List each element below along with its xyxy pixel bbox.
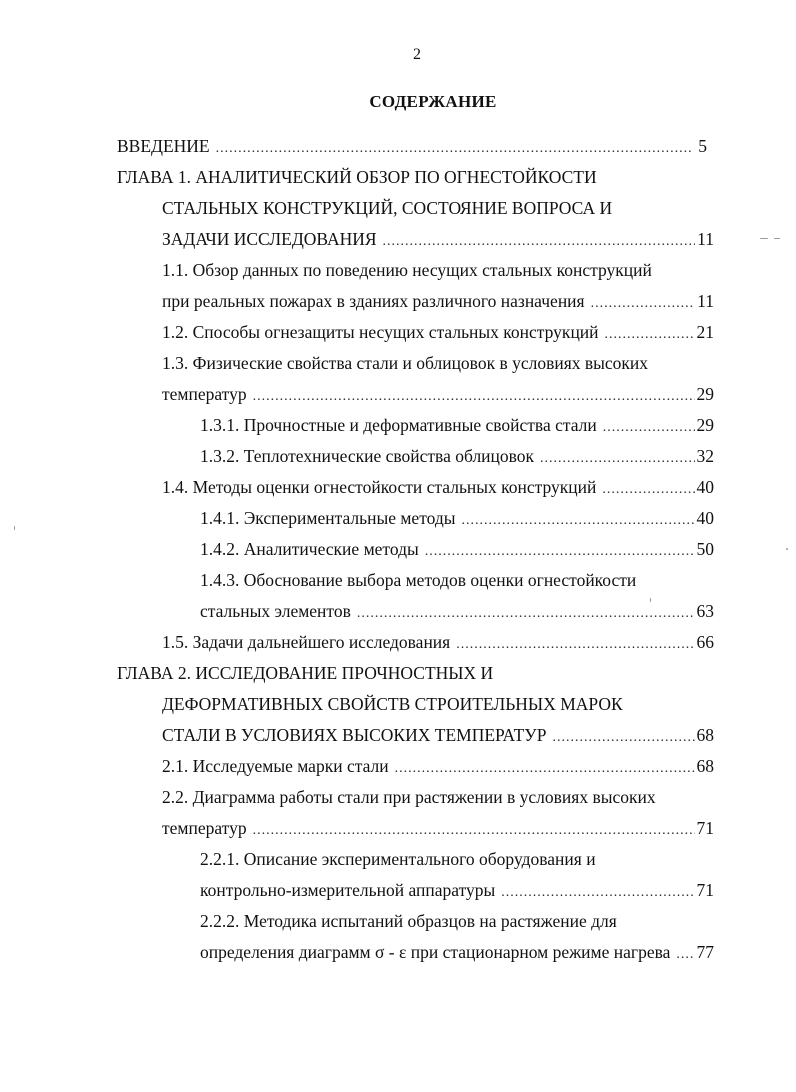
toc-leader-dots xyxy=(605,322,695,348)
toc-entry-page: 50 xyxy=(696,539,714,559)
toc-leader-dots xyxy=(357,601,695,627)
toc-entry-text: температур xyxy=(162,818,247,838)
toc-entry-chapter-1 xyxy=(0,164,796,195)
toc-entry-chapter-1-cont xyxy=(0,195,796,226)
toc-entry-1-4-3 xyxy=(0,567,796,598)
toc-entry-page: 29 xyxy=(696,384,714,404)
toc-entry-1-3 xyxy=(0,350,796,381)
toc-entry-1-4 xyxy=(0,474,796,505)
toc-entry-page: 66 xyxy=(696,632,714,652)
toc-entry-chapter-2-cont xyxy=(0,691,796,722)
page-number: 2 xyxy=(413,46,421,63)
toc-entry-1-1-end xyxy=(0,288,796,319)
toc-leader-dots xyxy=(216,136,691,162)
toc-leader-dots xyxy=(253,384,695,410)
table-of-contents xyxy=(0,133,796,970)
scan-speck xyxy=(786,548,788,550)
toc-entry-text: определения диаграмм σ - ε при стационарном режиме нагрева xyxy=(200,942,671,962)
toc-entry-2-2-2-end xyxy=(0,939,796,970)
toc-entry-1-3-end xyxy=(0,381,796,412)
toc-entry-page: 71 xyxy=(696,880,714,900)
toc-entry-text: 1.5. Задачи дальнейшего исследования xyxy=(162,632,451,652)
toc-entry-2-2-2 xyxy=(0,908,796,939)
toc-entry-chapter-1-end xyxy=(0,226,796,257)
toc-entry-page: 71 xyxy=(696,818,714,838)
toc-entry-page: 5 xyxy=(698,136,707,156)
scan-speck xyxy=(650,598,651,602)
toc-entry-text: 1.4.1. Экспериментальные методы xyxy=(200,508,456,528)
toc-entry-text: ГЛАВА 2. ИССЛЕДОВАНИЕ ПРОЧНОСТНЫХ И xyxy=(117,663,494,683)
toc-entry-1-4-1 xyxy=(0,505,796,536)
toc-entry-page: 11 xyxy=(697,229,714,249)
toc-entry-1-1 xyxy=(0,257,796,288)
toc-entry-text: 1.3.2. Теплотехнические свойства облицовок xyxy=(200,446,535,466)
toc-entry-page: 40 xyxy=(696,477,714,497)
toc-entry-page: 77 xyxy=(696,942,714,962)
toc-leader-dots xyxy=(676,942,694,968)
toc-leader-dots xyxy=(383,229,696,255)
toc-leader-dots xyxy=(253,818,695,844)
toc-entry-1-3-2 xyxy=(0,443,796,474)
toc-entry-page: 29 xyxy=(696,415,714,435)
toc-entry-page: 68 xyxy=(696,756,714,776)
toc-entry-chapter-2-end xyxy=(0,722,796,753)
toc-leader-dots xyxy=(456,632,694,658)
toc-entry-text: температур xyxy=(162,384,247,404)
scan-speck xyxy=(774,238,780,239)
toc-entry-text: 1.4. Методы оценки огнестойкости стальных конструкций xyxy=(162,477,597,497)
toc-entry-text: 1.3.1. Прочностные и деформативные свойства стали xyxy=(200,415,597,435)
toc-leader-dots xyxy=(552,725,694,751)
toc-entry-introduction xyxy=(0,133,796,164)
toc-entry-text: 2.2.2. Методика испытаний образцов на растяжение для xyxy=(200,911,617,931)
toc-entry-text: ГЛАВА 1. АНАЛИТИЧЕСКИЙ ОБЗОР ПО ОГНЕСТОЙКОСТИ xyxy=(117,167,597,187)
toc-entry-page: 40 xyxy=(696,508,714,528)
toc-entry-text: при реальных пожарах в зданиях различного назначения xyxy=(162,291,585,311)
toc-entry-2-1 xyxy=(0,753,796,784)
toc-entry-text: стальных элементов xyxy=(200,601,351,621)
toc-entry-text: 2.2. Диаграмма работы стали при растяжении в условиях высоких xyxy=(162,787,656,807)
toc-entry-2-2-1-end xyxy=(0,877,796,908)
toc-entry-text: 2.1. Исследуемые марки стали xyxy=(162,756,389,776)
toc-entry-1-5 xyxy=(0,629,796,660)
toc-entry-page: 32 xyxy=(696,446,714,466)
toc-title: СОДЕРЖАНИЕ xyxy=(369,92,497,111)
toc-entry-text: 1.2. Способы огнезащиты несущих стальных конструкций xyxy=(162,322,599,342)
toc-entry-1-4-3-end xyxy=(0,598,796,629)
toc-entry-1-2 xyxy=(0,319,796,350)
toc-entry-page: 21 xyxy=(696,322,714,342)
toc-entry-text: ДЕФОРМАТИВНЫХ СВОЙСТВ СТРОИТЕЛЬНЫХ МАРОК xyxy=(162,694,623,714)
toc-entry-text: СТАЛЬНЫХ КОНСТРУКЦИЙ, СОСТОЯНИЕ ВОПРОСА И xyxy=(162,198,613,218)
toc-leader-dots xyxy=(501,880,694,906)
toc-entry-text: ЗАДАЧИ ИССЛЕДОВАНИЯ xyxy=(162,229,377,249)
toc-leader-dots xyxy=(395,756,695,782)
toc-leader-dots xyxy=(591,291,696,317)
toc-entry-text: ВВЕДЕНИЕ xyxy=(117,136,210,156)
toc-entry-text: 1.1. Обзор данных по поведению несущих стальных конструкций xyxy=(162,260,652,280)
scan-speck xyxy=(760,238,768,239)
toc-entry-page: 63 xyxy=(696,601,714,621)
toc-entry-1-4-2 xyxy=(0,536,796,567)
toc-leader-dots xyxy=(602,477,694,503)
toc-leader-dots xyxy=(462,508,695,534)
toc-entry-2-2 xyxy=(0,784,796,815)
toc-entry-text: контрольно-измерительной аппаратуры xyxy=(200,880,496,900)
toc-entry-chapter-2 xyxy=(0,660,796,691)
toc-leader-dots xyxy=(425,539,695,565)
toc-entry-text: 1.4.2. Аналитические методы xyxy=(200,539,419,559)
toc-entry-text: 2.2.1. Описание экспериментального оборудования и xyxy=(200,849,596,869)
toc-entry-text: 1.3. Физические свойства стали и облицовок в условиях высоких xyxy=(162,353,649,373)
toc-entry-page: 68 xyxy=(696,725,714,745)
toc-entry-2-2-1 xyxy=(0,846,796,877)
scan-speck xyxy=(14,526,15,530)
toc-leader-dots xyxy=(540,446,694,472)
toc-entry-1-3-1 xyxy=(0,412,796,443)
toc-entry-2-2-end xyxy=(0,815,796,846)
toc-entry-text: СТАЛИ В УСЛОВИЯХ ВЫСОКИХ ТЕМПЕРАТУР xyxy=(162,725,547,745)
toc-leader-dots xyxy=(603,415,695,441)
toc-entry-page: 11 xyxy=(697,291,714,311)
toc-entry-text: 1.4.3. Обоснование выбора методов оценки огнестойкости xyxy=(200,570,637,590)
